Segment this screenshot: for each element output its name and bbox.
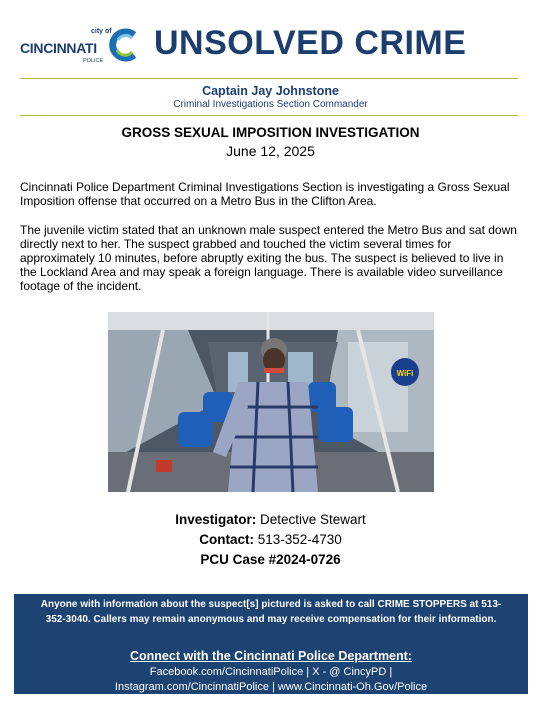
commander-role: Criminal Investigations Section Commander [173,99,368,110]
investigator-name: Detective Stewart [259,512,366,527]
contact-line [0,532,541,547]
surveillance-photo [108,312,434,492]
divider-bottom [20,115,518,116]
divider-top [20,78,518,79]
social-line-2: Instagram.com/CincinnatiPolice | www.Cincinnati-Oh.Gov/Police [114,680,428,693]
crime-stoppers-tip: Anyone with information about the suspect[s] pictured is asked to call CRIME STOPPERS at 513-352-3040. Callers may remain anonymous and may receive compensation for their information. [40,599,502,625]
logo-police: POLICE [83,58,104,64]
investigator-line [0,512,541,527]
case-number: PCU Case #2024-0726 [200,552,341,567]
logo-c-mark-icon [108,28,140,62]
investigation-title: GROSS SEXUAL IMPOSITION INVESTIGATION [121,125,420,140]
investigation-date: June 12, 2025 [226,143,315,159]
page-title: UNSOLVED CRIME [154,24,467,62]
social-line-1: Facebook.com/CincinnatiPolice | X - @ CincyPD | [149,666,393,678]
logo-city-name: CINCINNATI [20,40,97,56]
contact-label: Contact: [199,532,254,547]
footer-banner [14,594,528,694]
wifi-sign: WiFi [396,369,414,378]
social-links [14,665,528,694]
connect-heading: Connect with the Cincinnati Police Department: [130,649,412,663]
body-paragraph-2: The juvenile victim stated that an unknown male suspect entered the Metro Bus and sat down directly next to her. The suspect grabbed and touched the victim several times for approximately 10 minutes, before abruptly exiting the bus. The suspect is believed to live in the Lockland Area and may speak a foreign language. There is available video surveillance footage of the incident. [20,223,517,293]
commander-name: Captain Jay Johnstone [202,84,339,98]
contact-phone: 513-352-4730 [257,532,342,547]
header [20,26,520,70]
bus-interior-illustration [108,312,434,492]
body-paragraph-1: Cincinnati Police Department Criminal Investigations Section is investigating a Gross Sexual Imposition offense that occurred on a Metro Bus in the Clifton Area. [20,180,510,208]
logo-city-of: city of [91,28,112,35]
cincinnati-police-logo [20,26,142,70]
investigator-label: Investigator: [175,512,257,527]
